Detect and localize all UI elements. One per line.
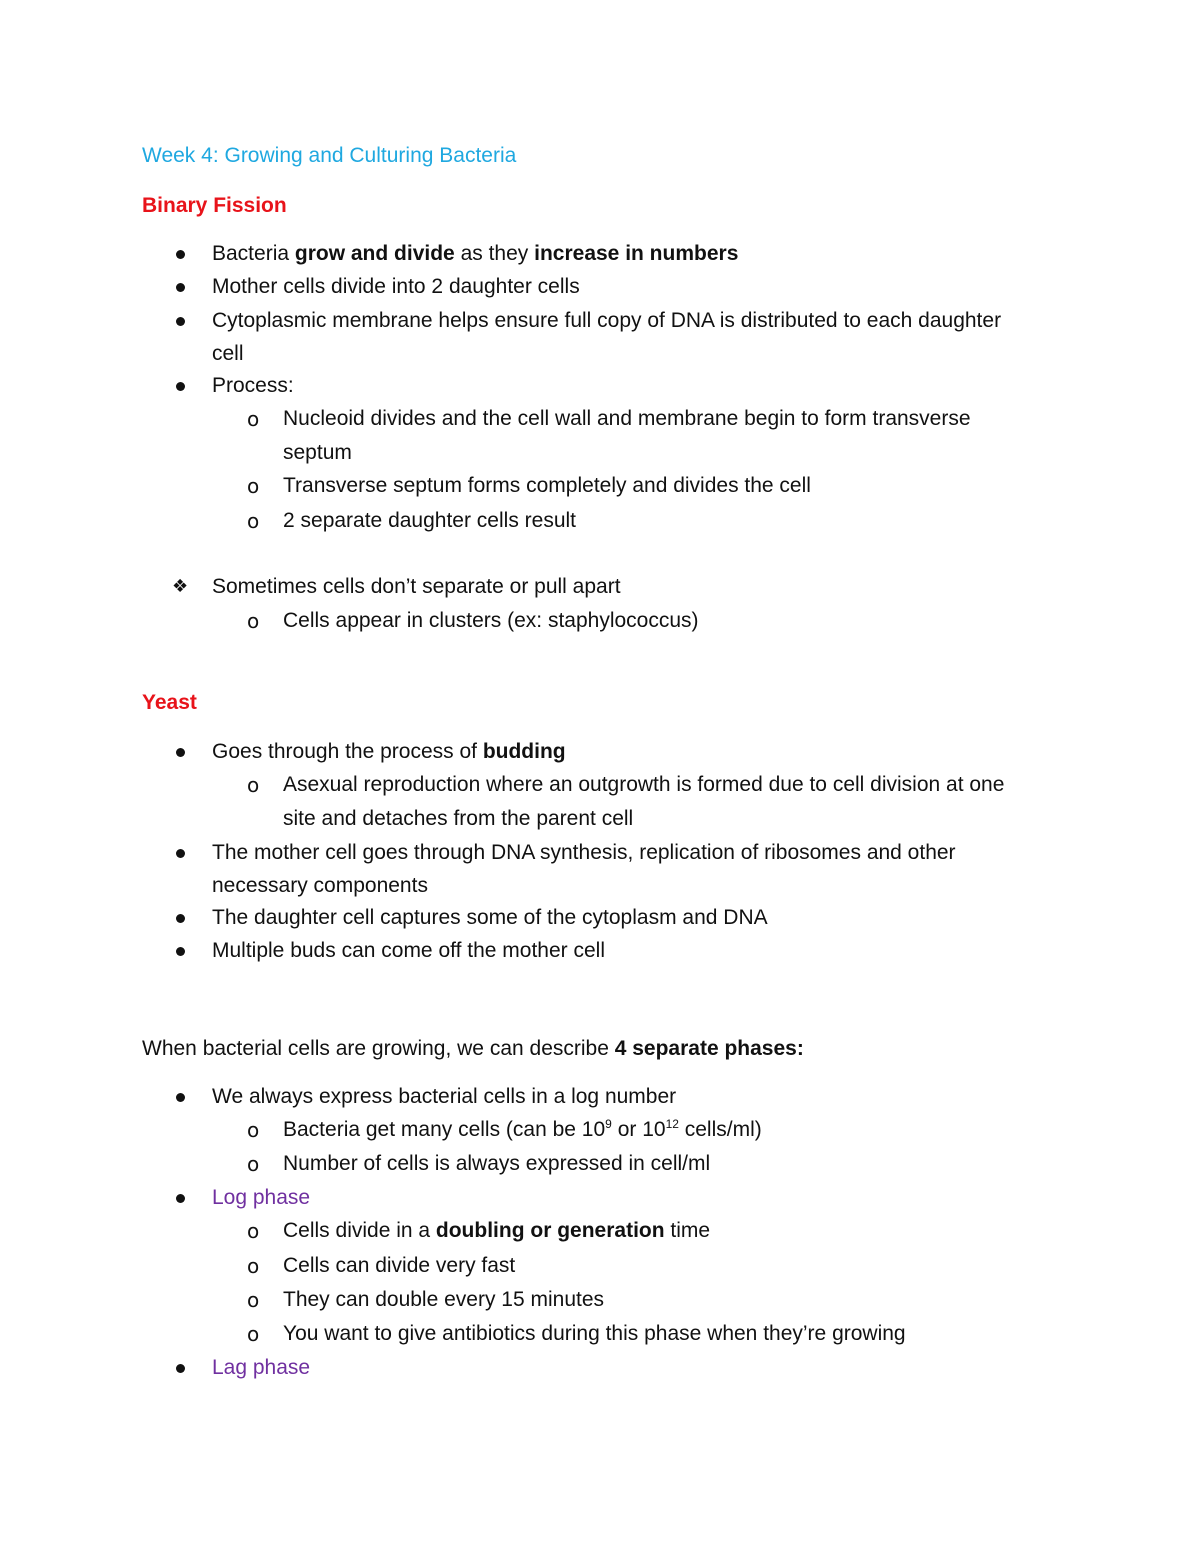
phase-label-log: Log phase	[212, 1186, 311, 1209]
bullet-icon	[176, 1093, 185, 1102]
section-heading-binary-fission: Binary Fission	[142, 194, 287, 217]
sub-list-item: 2 separate daughter cells result	[283, 509, 577, 532]
list-item: We always express bacterial cells in a log number	[212, 1085, 677, 1108]
sub-list-item: Cells can divide very fast	[283, 1254, 516, 1277]
bullet-icon	[176, 849, 185, 858]
phases-intro: When bacterial cells are growing, we can describe 4 separate phases:	[142, 1037, 804, 1060]
sub-bullet-icon: o	[247, 1288, 260, 1312]
list-item: Multiple buds can come off the mother cell	[212, 939, 605, 962]
list-item: Bacteria grow and divide as they increase in numbers	[212, 242, 739, 265]
sub-bullet-icon: o	[247, 1254, 260, 1278]
bullet-icon	[176, 947, 185, 956]
bullet-icon	[176, 914, 185, 923]
sub-bullet-icon: o	[247, 407, 260, 431]
sub-bullet-icon: o	[247, 773, 260, 797]
list-item: Goes through the process of budding	[212, 740, 566, 763]
bullet-icon	[176, 250, 185, 259]
list-item: The daughter cell captures some of the cytoplasm and DNA	[212, 906, 768, 929]
sub-list-item: Asexual reproduction where an outgrowth is formed due to cell division at one	[283, 773, 1005, 796]
list-item-continuation: cell	[212, 342, 244, 365]
sub-bullet-icon: o	[247, 1118, 260, 1142]
sub-list-item: Number of cells is always expressed in cell/ml	[283, 1152, 711, 1175]
phase-label-lag: Lag phase	[212, 1356, 311, 1379]
diamond-bullet-icon: ❖	[172, 576, 189, 597]
bullet-icon	[176, 283, 185, 292]
list-item-continuation: necessary components	[212, 874, 428, 897]
bullet-icon	[176, 382, 185, 391]
sub-bullet-icon: o	[247, 1152, 260, 1176]
sub-list-item: They can double every 15 minutes	[283, 1288, 605, 1311]
bullet-icon	[176, 748, 185, 757]
sub-list-item: Nucleoid divides and the cell wall and membrane begin to form transverse	[283, 407, 971, 430]
sub-list-item: You want to give antibiotics during this phase when they’re growing	[283, 1322, 906, 1345]
list-item: The mother cell goes through DNA synthesis, replication of ribosomes and other	[212, 841, 956, 864]
sub-bullet-icon: o	[247, 609, 260, 633]
sub-bullet-icon: o	[247, 1322, 260, 1346]
bullet-icon	[176, 317, 185, 326]
sub-bullet-icon: o	[247, 474, 260, 498]
note-item: Sometimes cells don’t separate or pull apart	[212, 575, 621, 598]
sub-bullet-icon: o	[247, 1219, 260, 1243]
sub-list-item-continuation: septum	[283, 441, 352, 464]
list-item: Mother cells divide into 2 daughter cells	[212, 275, 580, 298]
sub-bullet-icon: o	[247, 509, 260, 533]
sub-list-item: Cells divide in a doubling or generation time	[283, 1219, 711, 1242]
sub-list-item: Bacteria get many cells (can be $10^9$ or $10^{12}$ cells/ml)	[283, 1117, 762, 1141]
sub-list-item: Transverse septum forms completely and divides the cell	[283, 474, 811, 497]
bullet-icon	[176, 1364, 185, 1373]
list-item: Process:	[212, 374, 294, 397]
bullet-icon	[176, 1194, 185, 1203]
sub-list-item: Cells appear in clusters (ex: staphylococcus)	[283, 609, 699, 632]
sub-list-item-continuation: site and detaches from the parent cell	[283, 807, 634, 830]
section-heading-yeast: Yeast	[142, 691, 197, 714]
list-item: Cytoplasmic membrane helps ensure full copy of DNA is distributed to each daughter	[212, 309, 1002, 332]
page-title: Week 4: Growing and Culturing Bacteria	[142, 144, 517, 167]
